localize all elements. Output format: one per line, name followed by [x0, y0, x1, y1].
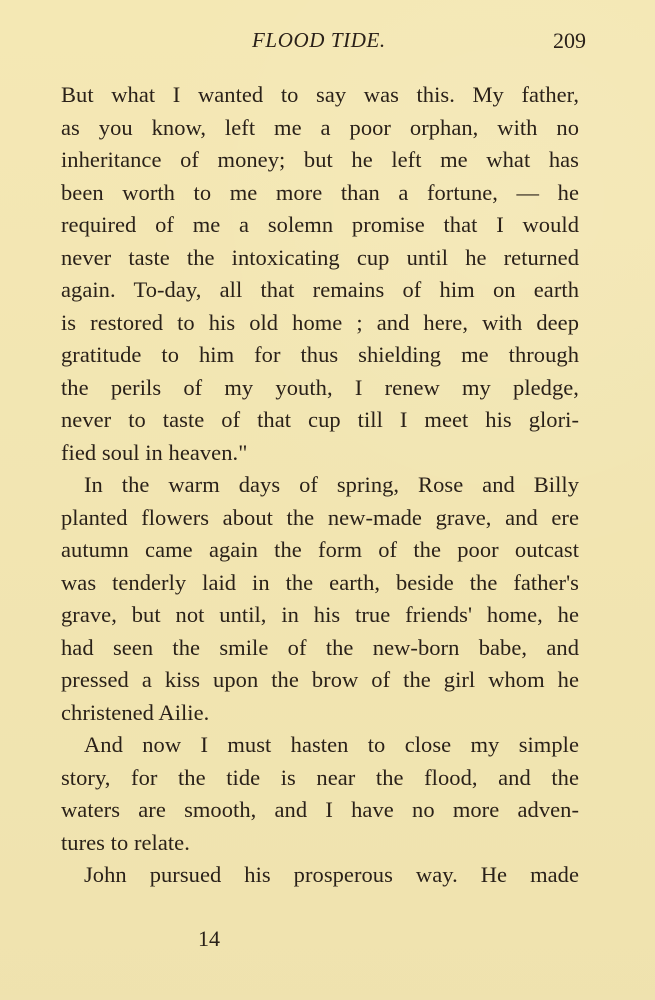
- text-line: the perils of my youth, I renew my pledge,: [61, 374, 579, 400]
- text-line: pressed a kiss upon the brow of the girl whom he: [61, 667, 579, 692]
- text-line: story, for the tide is near the flood, and the: [61, 764, 579, 790]
- text-line: gratitude to him for thus shielding me through: [61, 342, 579, 367]
- page-header: [252, 28, 586, 58]
- page-number: 209: [553, 28, 586, 53]
- text-line: waters are smooth, and I have no more adven-: [61, 797, 579, 822]
- text-line: christened Ailie.: [61, 699, 210, 725]
- text-line: never taste the intoxicating cup until he returned: [61, 244, 579, 270]
- signature-mark: 14: [198, 926, 220, 951]
- text-line: as you know, left me a poor orphan, with no: [61, 114, 579, 140]
- paragraph-start: John pursued his prosperous way. He made: [84, 862, 579, 887]
- text-line: never to taste of that cup till I meet his glori-: [61, 407, 579, 432]
- paragraph-start: In the warm days of spring, Rose and Billy: [84, 472, 579, 497]
- text-line: planted flowers about the new-made grave, and ere: [61, 504, 579, 530]
- running-head: FLOOD TIDE.: [252, 28, 386, 52]
- text-line: again. To-day, all that remains of him on earth: [61, 277, 579, 302]
- text-line: had seen the smile of the new-born babe, and: [61, 634, 579, 660]
- text-line: grave, but not until, in his true friends' home, he: [61, 602, 579, 627]
- page-text: [61, 79, 579, 892]
- text-line: fied soul in heaven.": [61, 439, 248, 465]
- text-line: inheritance of money; but he left me what has: [61, 147, 579, 172]
- text-line: autumn came again the form of the poor outcast: [61, 537, 579, 562]
- text-line: been worth to me more than a fortune, — he: [61, 179, 579, 205]
- text-line: required of me a solemn promise that I would: [61, 212, 579, 237]
- text-line: But what I wanted to say was this. My father,: [61, 82, 579, 107]
- text-line: is restored to his old home ; and here, with deep: [61, 309, 579, 335]
- paragraph-start: And now I must hasten to close my simple: [84, 732, 579, 757]
- text-line: tures to relate.: [61, 829, 190, 855]
- text-line: was tenderly laid in the earth, beside the father's: [61, 569, 579, 595]
